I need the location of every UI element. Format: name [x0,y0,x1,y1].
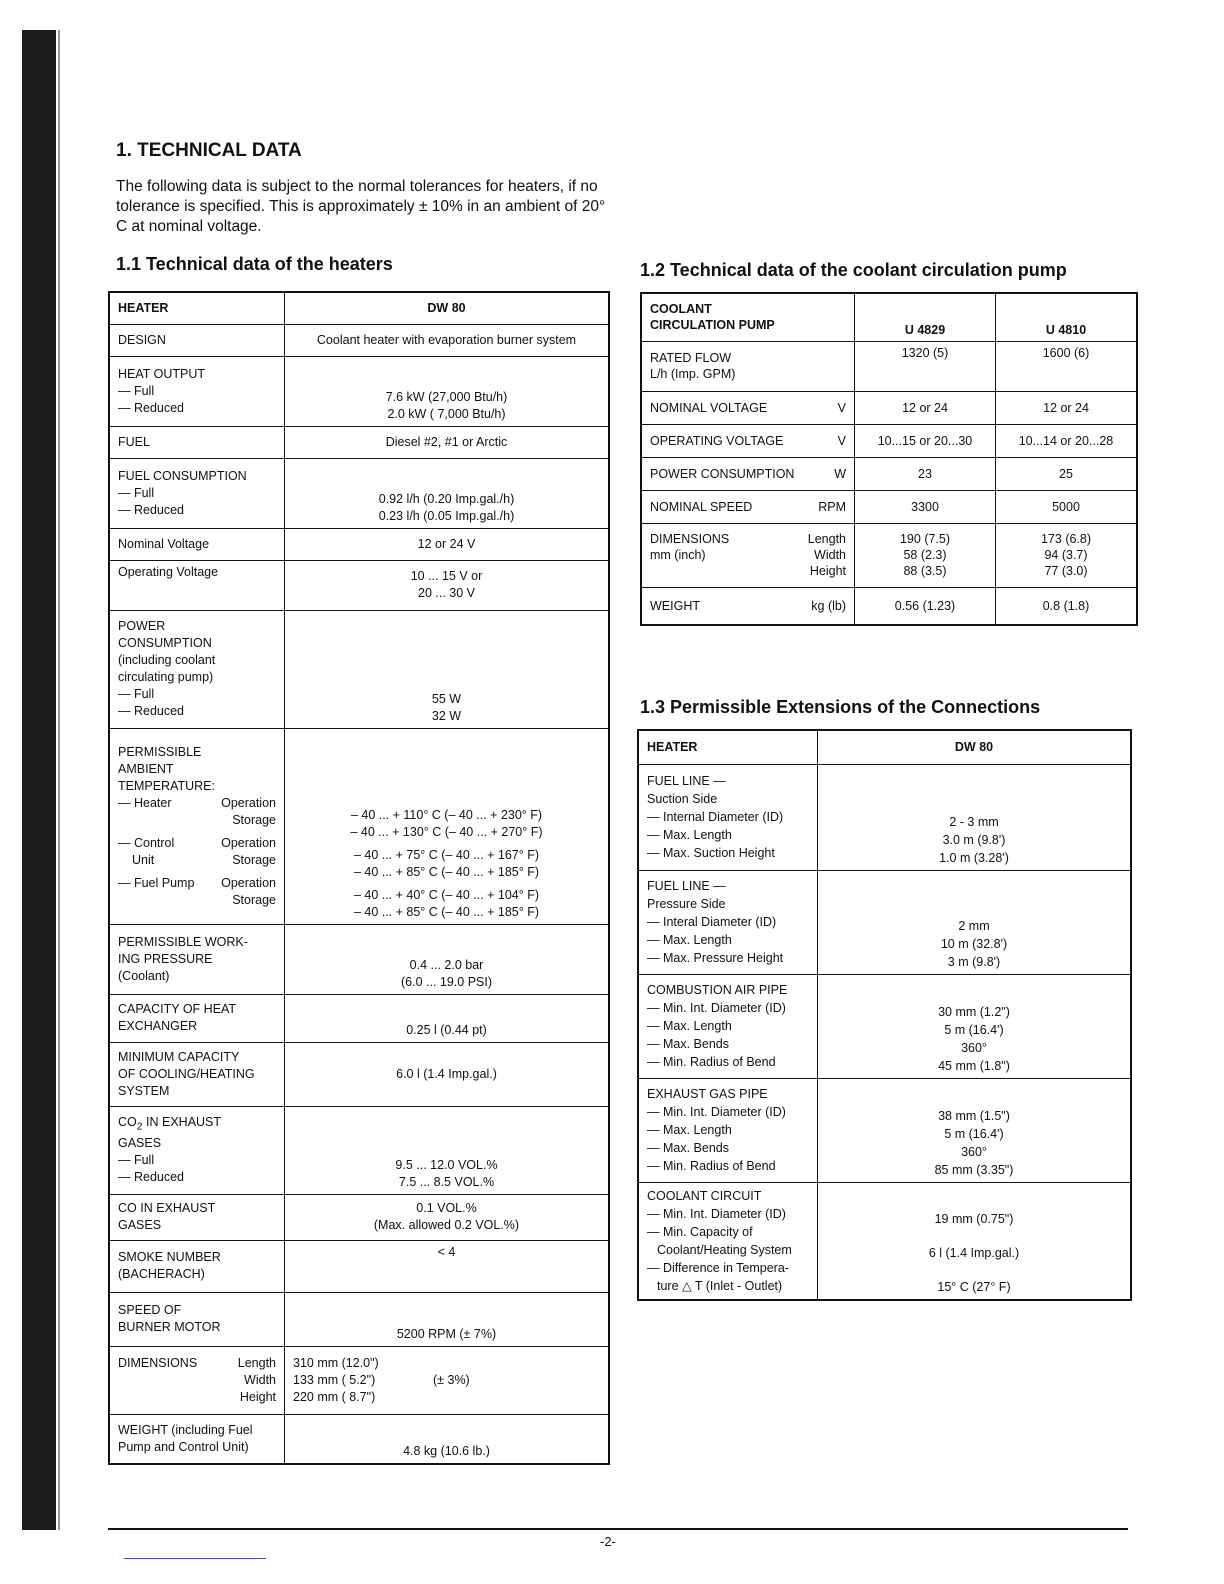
rated-flow-label: RATED FLOW L/h (Imp. GPM) [641,341,855,391]
pump-header-u4829: U 4829 [855,293,996,341]
nominal-voltage-u4829: 12 or 24 [855,391,996,424]
power-consumption-label: POWER CONSUMPTION W [641,457,855,490]
section-title: 1. TECHNICAL DATA [116,140,302,161]
suction-label: FUEL LINE — Suction Side — Internal Diameter (ID) — Max. Length — Max. Suction Height [638,764,818,870]
nominal-voltage-label: Nominal Voltage [109,528,285,560]
power-consumption-value: 55 W 32 W [285,610,610,728]
pressure-value: 2 mm 10 m (32.8') 3 m (9.8') [818,870,1132,974]
heat-output-value: 7.6 kW (27,000 Btu/h) 2.0 kW ( 7,000 Btu/h) [285,356,610,426]
rated-flow-u4810: 1600 (6) [996,341,1138,391]
pump-weight-label: WEIGHT kg (lb) [641,587,855,625]
air-pipe-label: COMBUSTION AIR PIPE — Min. Int. Diameter (ID) — Max. Length — Max. Bends — Min. Radius of Bend [638,974,818,1078]
dimensions-label: DIMENSIONS Length Width Height [109,1346,285,1414]
pump-dimensions-u4810: 173 (6.8) 94 (3.7) 77 (3.0) [996,523,1138,587]
fuel-consumption-label: FUEL CONSUMPTION — Full — Reduced [109,458,285,528]
smoke-value: < 4 [285,1240,610,1292]
design-label: DESIGN [109,324,285,356]
nominal-voltage-label: NOMINAL VOLTAGE V [641,391,855,424]
heat-output-label: HEAT OUTPUT — Full — Reduced [109,356,285,426]
nominal-speed-u4829: 3300 [855,490,996,523]
suction-value: 2 - 3 mm 3.0 m (9.8') 1.0 m (3.28') [818,764,1132,870]
heater-table [108,291,610,1465]
operating-voltage-label: OPERATING VOLTAGE V [641,424,855,457]
nominal-voltage-value: 12 or 24 V [285,528,610,560]
pump-title: 1.2 Technical data of the coolant circulation pump [640,260,1067,280]
ext-header-heater: HEATER [638,730,818,764]
nominal-speed-label: NOMINAL SPEED RPM [641,490,855,523]
speed-value: 5200 RPM (± 7%) [285,1292,610,1346]
pump-weight-u4829: 0.56 (1.23) [855,587,996,625]
pump-table [640,292,1138,626]
design-value: Coolant heater with evaporation burner system [285,324,610,356]
capacity-hx-value: 0.25 l (0.44 pt) [285,994,610,1042]
extensions-table [637,729,1132,1301]
dimensions-value: 310 mm (12.0") 133 mm ( 5.2") 220 mm ( 8.7") (± 3%) [285,1346,610,1414]
co-value: 0.1 VOL.% (Max. allowed 0.2 VOL.%) [285,1194,610,1240]
power-consumption-label: POWER CONSUMPTION (including coolant circulating pump) — Full — Reduced [109,610,285,728]
binding-strip [22,30,56,1530]
ext-header-dw80: DW 80 [818,730,1132,764]
power-consumption-u4810: 25 [996,457,1138,490]
weight-value: 4.8 kg (10.6 lb.) [285,1414,610,1464]
air-pipe-value: 30 mm (1.2") 5 m (16.4') 360° 45 mm (1.8") [818,974,1132,1078]
exhaust-pipe-value: 38 mm (1.5") 5 m (16.4') 360° 85 mm (3.35") [818,1078,1132,1182]
operating-voltage-value: 10 ... 15 V or 20 ... 30 V [285,560,610,610]
header-dw80: DW 80 [285,292,610,324]
binding-edge [58,30,60,1530]
rated-flow-u4829: 1320 (5) [855,341,996,391]
power-consumption-u4829: 23 [855,457,996,490]
nominal-speed-u4810: 5000 [996,490,1138,523]
fuel-label: FUEL [109,426,285,458]
exhaust-pipe-label: EXHAUST GAS PIPE — Min. Int. Diameter (ID) — Max. Length — Max. Bends — Min. Radius of Bend [638,1078,818,1182]
min-capacity-label: MINIMUM CAPACITY OF COOLING/HEATING SYSTEM [109,1042,285,1106]
smoke-label: SMOKE NUMBER (BACHERACH) [109,1240,285,1292]
speed-label: SPEED OF BURNER MOTOR [109,1292,285,1346]
footer-rule [108,1528,1128,1530]
extensions-title: 1.3 Permissible Extensions of the Connections [640,697,1041,717]
working-pressure-value: 0.4 ... 2.0 bar (6.0 ... 19.0 PSI) [285,924,610,994]
weight-label: WEIGHT (including Fuel Pump and Control Unit) [109,1414,285,1464]
co2-label: $CO_2$ IN EXHAUST GASES — Full — Reduced [109,1106,285,1194]
heaters-title: 1.1 Technical data of the heaters [116,254,393,274]
co2-value: 9.5 ... 12.0 VOL.% 7.5 ... 8.5 VOL.% [285,1106,610,1194]
page-number: -2- [600,1534,616,1549]
ambient-temperature-value: – 40 ... + 110° C (– 40 ... + 230° F) – 40 ... + 130° C (– 40 ... + 270° F) – 40 ... + 75° C (– 40 ... + 167° F) – 40 ... + 85° C (– 40 ... + 185° F) – 40 ... + 40° C (– 40 ... + 104° F) – 40 ... + 85° C (– 40 ... + 185° F) [285,728,610,924]
pump-header-u4810: U 4810 [996,293,1138,341]
min-capacity-value: 6.0 l (1.4 Imp.gal.) [285,1042,610,1106]
pressure-label: FUEL LINE — Pressure Side — Interal Diameter (ID) — Max. Length — Max. Pressure Height [638,870,818,974]
pump-header-label: COOLANT CIRCULATION PUMP [641,293,855,341]
operating-voltage-u4810: 10...14 or 20...28 [996,424,1138,457]
fuel-consumption-value: 0.92 l/h (0.20 Imp.gal./h) 0.23 l/h (0.05 Imp.gal./h) [285,458,610,528]
ambient-temperature-label: PERMISSIBLE AMBIENT TEMPERATURE: — Heater Operation Storage — Control Operation Unit Storage — Fuel Pump Operation Storage [109,728,285,924]
capacity-hx-label: CAPACITY OF HEAT EXCHANGER [109,994,285,1042]
pump-weight-u4810: 0.8 (1.8) [996,587,1138,625]
fuel-value: Diesel #2, #1 or Arctic [285,426,610,458]
operating-voltage-u4829: 10...15 or 20...30 [855,424,996,457]
bottom-link-line [124,1558,266,1559]
operating-voltage-label: Operating Voltage [109,560,285,610]
pump-dimensions-label: DIMENSIONS Length mm (inch) Width Height [641,523,855,587]
coolant-circuit-label: COOLANT CIRCUIT — Min. Int. Diameter (ID) — Min. Capacity of Coolant/Heating System — Difference in Tempera- ture △ T (Inlet - Outlet) [638,1182,818,1300]
nominal-voltage-u4810: 12 or 24 [996,391,1138,424]
intro-paragraph: The following data is subject to the normal tolerances for heaters, if no tolerance is specified. This is approximately ± 10% in an ambient of 20° C at nominal voltage. [116,178,606,235]
pump-dimensions-u4829: 190 (7.5) 58 (2.3) 88 (3.5) [855,523,996,587]
header-heater: HEATER [109,292,285,324]
coolant-circuit-value: 19 mm (0.75") 6 l (1.4 Imp.gal.) 15° C (27° F) [818,1182,1132,1300]
working-pressure-label: PERMISSIBLE WORK- ING PRESSURE (Coolant) [109,924,285,994]
co-label: CO IN EXHAUST GASES [109,1194,285,1240]
